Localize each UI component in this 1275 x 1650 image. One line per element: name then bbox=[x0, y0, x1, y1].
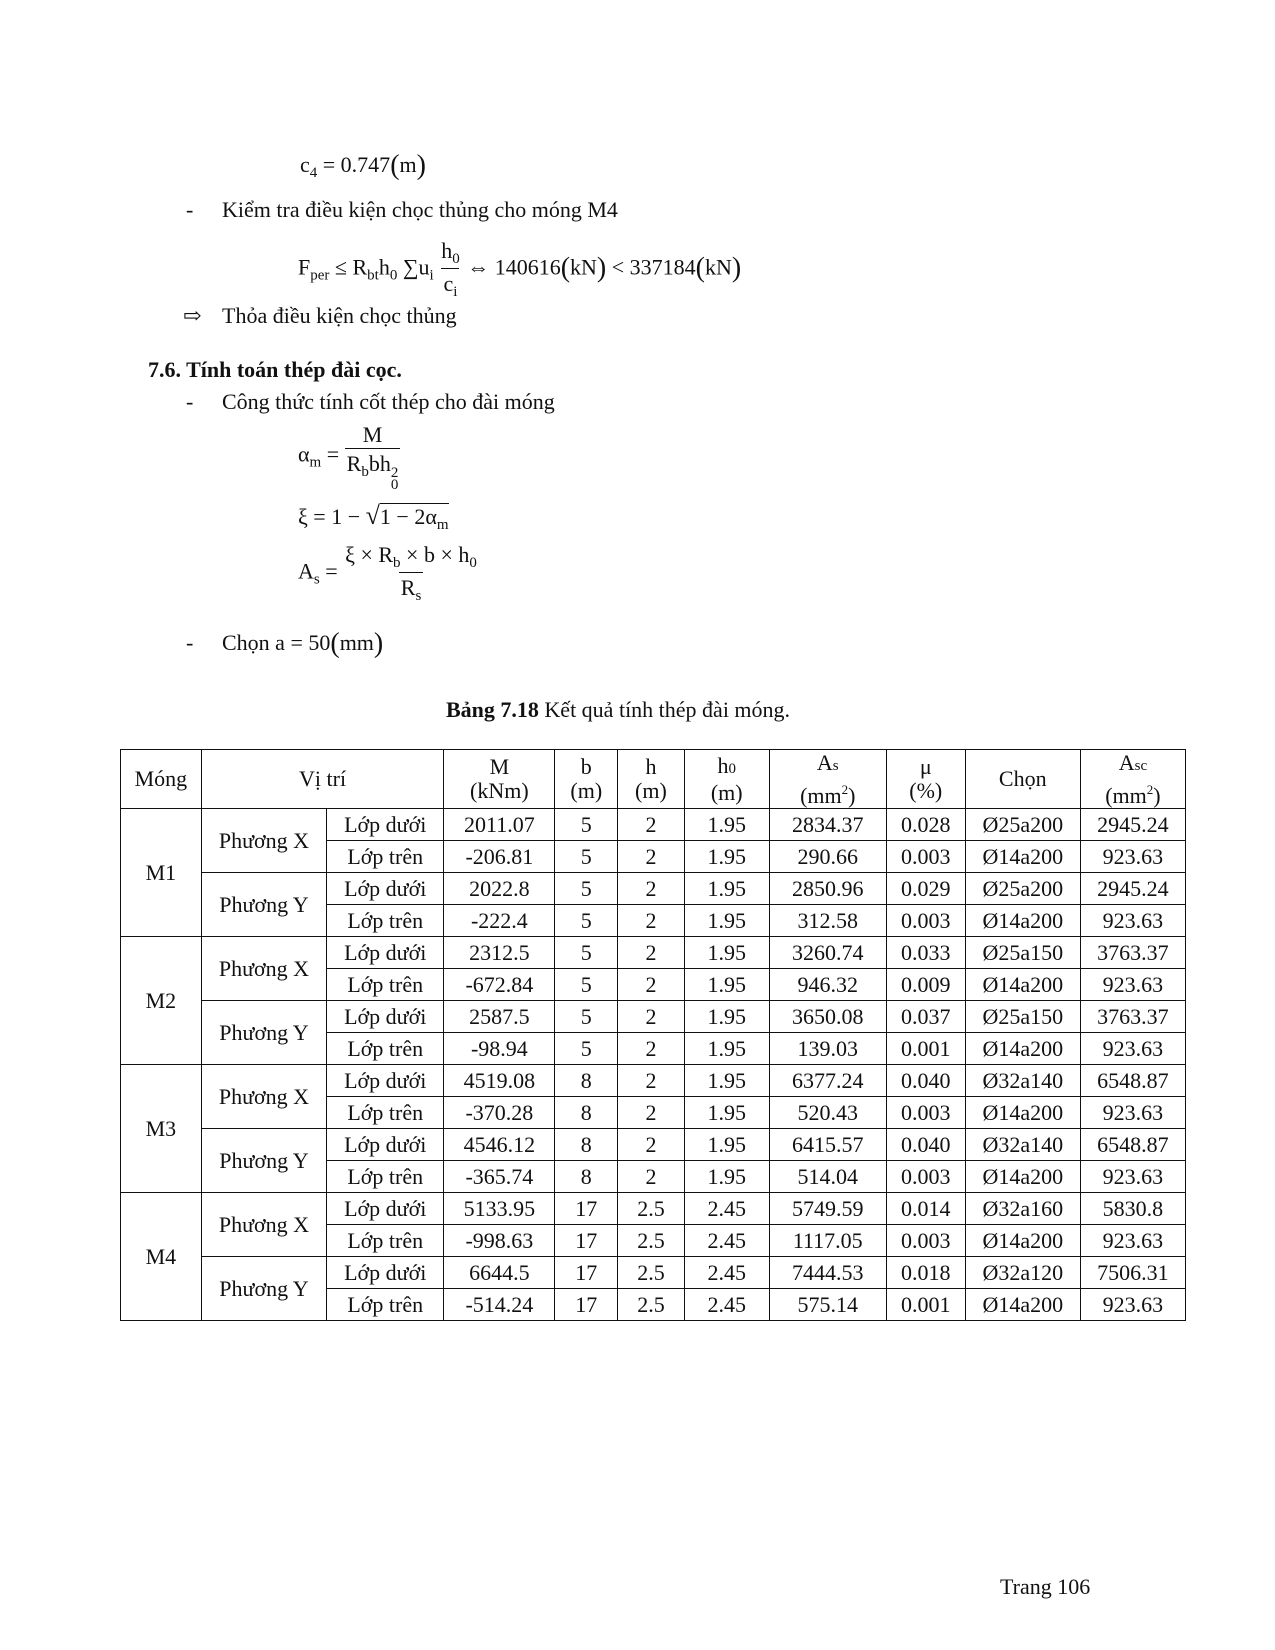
cell-h: 2.5 bbox=[618, 1193, 685, 1225]
cell-b: 5 bbox=[555, 873, 618, 905]
eq-c4: $c_4 = 0.747(m)$ bbox=[300, 150, 426, 181]
cell-asc: 2945.24 bbox=[1080, 809, 1185, 841]
cell-lop: Lớp trên bbox=[327, 1097, 444, 1129]
cell-b: 5 bbox=[555, 1001, 618, 1033]
cell-lop: Lớp trên bbox=[327, 905, 444, 937]
cell-b: 5 bbox=[555, 969, 618, 1001]
cell-asc: 923.63 bbox=[1080, 1289, 1185, 1321]
cell-lop: Lớp dưới bbox=[327, 1257, 444, 1289]
cell-mu: 0.028 bbox=[886, 809, 965, 841]
cell-mong: M1 bbox=[121, 809, 202, 937]
cell-phuong: Phương X bbox=[201, 809, 326, 873]
cell-phuong: Phương X bbox=[201, 937, 326, 1001]
cell-h: 2 bbox=[618, 841, 685, 873]
cell-chon: Ø32a140 bbox=[965, 1129, 1080, 1161]
bullet-dash: - bbox=[186, 389, 194, 414]
cell-as: 2850.96 bbox=[769, 873, 886, 905]
header-M: M (kNm) bbox=[444, 750, 555, 809]
cell-phuong: Phương Y bbox=[201, 1129, 326, 1193]
cell-mu: 0.033 bbox=[886, 937, 965, 969]
arrow-icon: ⇨ bbox=[183, 303, 202, 328]
cell-m: 2011.07 bbox=[444, 809, 555, 841]
result-table bbox=[120, 749, 1186, 1321]
cell-h0: 1.95 bbox=[684, 1161, 769, 1193]
cell-mong: M3 bbox=[121, 1065, 202, 1193]
cell-chon: Ø25a150 bbox=[965, 1001, 1080, 1033]
cell-h0: 1.95 bbox=[684, 809, 769, 841]
cell-b: 8 bbox=[555, 1097, 618, 1129]
cell-m: 4519.08 bbox=[444, 1065, 555, 1097]
cell-h: 2 bbox=[618, 969, 685, 1001]
cell-h0: 1.95 bbox=[684, 1065, 769, 1097]
cell-m: 2587.5 bbox=[444, 1001, 555, 1033]
cell-phuong: Phương Y bbox=[201, 873, 326, 937]
cell-h0: 2.45 bbox=[684, 1193, 769, 1225]
cell-as: 575.14 bbox=[769, 1289, 886, 1321]
header-mu: μ (%) bbox=[886, 750, 965, 809]
cell-as: 312.58 bbox=[769, 905, 886, 937]
section-heading: 7.6. Tính toán thép đài cọc. bbox=[148, 357, 402, 382]
cell-b: 5 bbox=[555, 905, 618, 937]
cell-m: -206.81 bbox=[444, 841, 555, 873]
cell-chon: Ø32a160 bbox=[965, 1193, 1080, 1225]
cell-m: 5133.95 bbox=[444, 1193, 555, 1225]
cell-m: -672.84 bbox=[444, 969, 555, 1001]
choose-item-text: Chọn a = 50(mm) bbox=[222, 628, 384, 659]
cell-chon: Ø25a200 bbox=[965, 873, 1080, 905]
cell-h: 2 bbox=[618, 937, 685, 969]
cell-lop: Lớp dưới bbox=[327, 1001, 444, 1033]
cell-h: 2 bbox=[618, 1129, 685, 1161]
table-caption: Bảng 7.18 Kết quả tính thép đài móng. bbox=[446, 697, 791, 722]
header-h0: h0 (m) bbox=[684, 750, 769, 809]
cell-phuong: Phương X bbox=[201, 1193, 326, 1257]
cell-chon: Ø14a200 bbox=[965, 1097, 1080, 1129]
formula-item-text: Công thức tính cốt thép cho đài móng bbox=[222, 389, 555, 414]
cell-lop: Lớp dưới bbox=[327, 1065, 444, 1097]
cell-asc: 2945.24 bbox=[1080, 873, 1185, 905]
cell-mu: 0.003 bbox=[886, 905, 965, 937]
cell-as: 514.04 bbox=[769, 1161, 886, 1193]
header-Asc: Asc $(mm^2)$ bbox=[1080, 750, 1185, 809]
cell-asc: 923.63 bbox=[1080, 905, 1185, 937]
cell-b: 17 bbox=[555, 1225, 618, 1257]
cell-asc: 923.63 bbox=[1080, 1225, 1185, 1257]
cell-m: -98.94 bbox=[444, 1033, 555, 1065]
cell-mu: 0.018 bbox=[886, 1257, 965, 1289]
table-row bbox=[121, 809, 1186, 841]
cell-asc: 923.63 bbox=[1080, 1097, 1185, 1129]
cell-chon: Ø14a200 bbox=[965, 1289, 1080, 1321]
bullet-dash: - bbox=[186, 630, 194, 655]
cell-lop: Lớp dưới bbox=[327, 1193, 444, 1225]
cell-mu: 0.029 bbox=[886, 873, 965, 905]
cell-mu: 0.003 bbox=[886, 1225, 965, 1257]
table-row bbox=[121, 1193, 1186, 1225]
cell-h: 2.5 bbox=[618, 1289, 685, 1321]
satisfy-text: Thỏa điều kiện chọc thủng bbox=[222, 303, 457, 328]
cell-asc: 6548.87 bbox=[1080, 1065, 1185, 1097]
table-row bbox=[121, 873, 1186, 905]
cell-h: 2 bbox=[618, 1065, 685, 1097]
table-row bbox=[121, 1065, 1186, 1097]
cell-h0: 1.95 bbox=[684, 905, 769, 937]
cell-chon: Ø14a200 bbox=[965, 1033, 1080, 1065]
cell-chon: Ø14a200 bbox=[965, 969, 1080, 1001]
cell-h: 2.5 bbox=[618, 1225, 685, 1257]
cell-lop: Lớp trên bbox=[327, 969, 444, 1001]
cell-h: 2 bbox=[618, 873, 685, 905]
cell-phuong: Phương Y bbox=[201, 1257, 326, 1321]
header-vitri: Vị trí bbox=[201, 750, 443, 809]
cell-b: 5 bbox=[555, 1033, 618, 1065]
eq-alpha-m: $\alpha_m$ = M $R_bbh$ 2 0 bbox=[298, 422, 399, 493]
cell-chon: Ø14a200 bbox=[965, 905, 1080, 937]
cell-m: -998.63 bbox=[444, 1225, 555, 1257]
cell-h0: 1.95 bbox=[684, 1001, 769, 1033]
cell-mu: 0.001 bbox=[886, 1289, 965, 1321]
cell-as: 1117.05 bbox=[769, 1225, 886, 1257]
cell-b: 17 bbox=[555, 1193, 618, 1225]
cell-m: 2312.5 bbox=[444, 937, 555, 969]
cell-mu: 0.040 bbox=[886, 1065, 965, 1097]
cell-mu: 0.001 bbox=[886, 1033, 965, 1065]
cell-m: -514.24 bbox=[444, 1289, 555, 1321]
cell-h: 2 bbox=[618, 1001, 685, 1033]
cell-b: 5 bbox=[555, 937, 618, 969]
table-row bbox=[121, 1257, 1186, 1289]
cell-b: 8 bbox=[555, 1161, 618, 1193]
table-row bbox=[121, 1129, 1186, 1161]
cell-as: 3650.08 bbox=[769, 1001, 886, 1033]
cell-h0: 1.95 bbox=[684, 937, 769, 969]
cell-b: 17 bbox=[555, 1289, 618, 1321]
cell-h0: 2.45 bbox=[684, 1289, 769, 1321]
table-row bbox=[121, 937, 1186, 969]
check-item-text: Kiểm tra điều kiện chọc thủng cho móng M4 bbox=[222, 197, 618, 222]
cell-b: 5 bbox=[555, 841, 618, 873]
cell-mu: 0.003 bbox=[886, 1097, 965, 1129]
cell-h: 2 bbox=[618, 1097, 685, 1129]
cell-chon: Ø32a140 bbox=[965, 1065, 1080, 1097]
header-chon: Chọn bbox=[965, 750, 1080, 809]
cell-mu: 0.040 bbox=[886, 1129, 965, 1161]
cell-lop: Lớp trên bbox=[327, 1161, 444, 1193]
cell-chon: Ø14a200 bbox=[965, 841, 1080, 873]
cell-mu: 0.014 bbox=[886, 1193, 965, 1225]
cell-phuong: Phương X bbox=[201, 1065, 326, 1129]
cell-as: 6377.24 bbox=[769, 1065, 886, 1097]
cell-lop: Lớp dưới bbox=[327, 873, 444, 905]
cell-m: 4546.12 bbox=[444, 1129, 555, 1161]
cell-mu: 0.009 bbox=[886, 969, 965, 1001]
cell-as: 946.32 bbox=[769, 969, 886, 1001]
bullet-dash: - bbox=[186, 197, 194, 222]
cell-asc: 923.63 bbox=[1080, 841, 1185, 873]
cell-lop: Lớp dưới bbox=[327, 1129, 444, 1161]
cell-h: 2 bbox=[618, 1033, 685, 1065]
cell-as: 139.03 bbox=[769, 1033, 886, 1065]
cell-m: -370.28 bbox=[444, 1097, 555, 1129]
cell-asc: 923.63 bbox=[1080, 969, 1185, 1001]
cell-lop: Lớp trên bbox=[327, 1225, 444, 1257]
page-number: Trang 106 bbox=[1000, 1574, 1091, 1599]
cell-mu: 0.037 bbox=[886, 1001, 965, 1033]
cell-mu: 0.003 bbox=[886, 1161, 965, 1193]
cell-asc: 3763.37 bbox=[1080, 1001, 1185, 1033]
cell-as: 3260.74 bbox=[769, 937, 886, 969]
cell-h0: 2.45 bbox=[684, 1257, 769, 1289]
cell-asc: 6548.87 bbox=[1080, 1129, 1185, 1161]
cell-h0: 1.95 bbox=[684, 1097, 769, 1129]
eq-xi: $\xi = 1 - √1 - 2\alpha_m$ bbox=[298, 501, 449, 533]
cell-as: 2834.37 bbox=[769, 809, 886, 841]
cell-chon: Ø32a120 bbox=[965, 1257, 1080, 1289]
eq-as: $A_s$ = $\frac{\xi \times R_b \times b \times h_0}{R_s}$ bbox=[298, 542, 477, 604]
cell-asc: 923.63 bbox=[1080, 1033, 1185, 1065]
cell-h0: 1.95 bbox=[684, 873, 769, 905]
header-h: h (m) bbox=[618, 750, 685, 809]
cell-m: 6644.5 bbox=[444, 1257, 555, 1289]
cell-h0: 1.95 bbox=[684, 841, 769, 873]
cell-mu: 0.003 bbox=[886, 841, 965, 873]
cell-as: 5749.59 bbox=[769, 1193, 886, 1225]
cell-h: 2 bbox=[618, 905, 685, 937]
cell-h: 2 bbox=[618, 809, 685, 841]
cell-h0: 1.95 bbox=[684, 969, 769, 1001]
cell-b: 17 bbox=[555, 1257, 618, 1289]
cell-lop: Lớp dưới bbox=[327, 809, 444, 841]
cell-chon: Ø25a150 bbox=[965, 937, 1080, 969]
header-b: b (m) bbox=[555, 750, 618, 809]
cell-chon: Ø14a200 bbox=[965, 1225, 1080, 1257]
cell-asc: 7506.31 bbox=[1080, 1257, 1185, 1289]
fraction-h0-ci: $\frac{h_0}{c_i}$ bbox=[441, 238, 460, 300]
cell-chon: Ø14a200 bbox=[965, 1161, 1080, 1193]
cell-mong: M2 bbox=[121, 937, 202, 1065]
cell-h0: 2.45 bbox=[684, 1225, 769, 1257]
header-mong: Móng bbox=[121, 750, 202, 809]
cell-b: 8 bbox=[555, 1065, 618, 1097]
eq-punching: $F_{per} \le R_{bt}h_0$ $\sum u_i$ $\frac{h_0}{c_i}$ ⇔ 140616(kN) < 337184(kN) bbox=[298, 238, 742, 300]
cell-h: 2.5 bbox=[618, 1257, 685, 1289]
cell-as: 7444.53 bbox=[769, 1257, 886, 1289]
cell-h: 2 bbox=[618, 1161, 685, 1193]
cell-h0: 1.95 bbox=[684, 1033, 769, 1065]
cell-as: 6415.57 bbox=[769, 1129, 886, 1161]
cell-b: 8 bbox=[555, 1129, 618, 1161]
cell-lop: Lớp dưới bbox=[327, 937, 444, 969]
cell-asc: 5830.8 bbox=[1080, 1193, 1185, 1225]
cell-h0: 1.95 bbox=[684, 1129, 769, 1161]
cell-m: 2022.8 bbox=[444, 873, 555, 905]
cell-lop: Lớp trên bbox=[327, 1033, 444, 1065]
cell-b: 5 bbox=[555, 809, 618, 841]
cell-m: -365.74 bbox=[444, 1161, 555, 1193]
table-header-row bbox=[121, 750, 1186, 809]
cell-phuong: Phương Y bbox=[201, 1001, 326, 1065]
cell-asc: 923.63 bbox=[1080, 1161, 1185, 1193]
table-row bbox=[121, 1001, 1186, 1033]
cell-mong: M4 bbox=[121, 1193, 202, 1321]
header-As: As $(mm^2)$ bbox=[769, 750, 886, 809]
cell-lop: Lớp trên bbox=[327, 841, 444, 873]
cell-as: 290.66 bbox=[769, 841, 886, 873]
cell-asc: 3763.37 bbox=[1080, 937, 1185, 969]
cell-lop: Lớp trên bbox=[327, 1289, 444, 1321]
cell-chon: Ø25a200 bbox=[965, 809, 1080, 841]
cell-m: -222.4 bbox=[444, 905, 555, 937]
cell-as: 520.43 bbox=[769, 1097, 886, 1129]
